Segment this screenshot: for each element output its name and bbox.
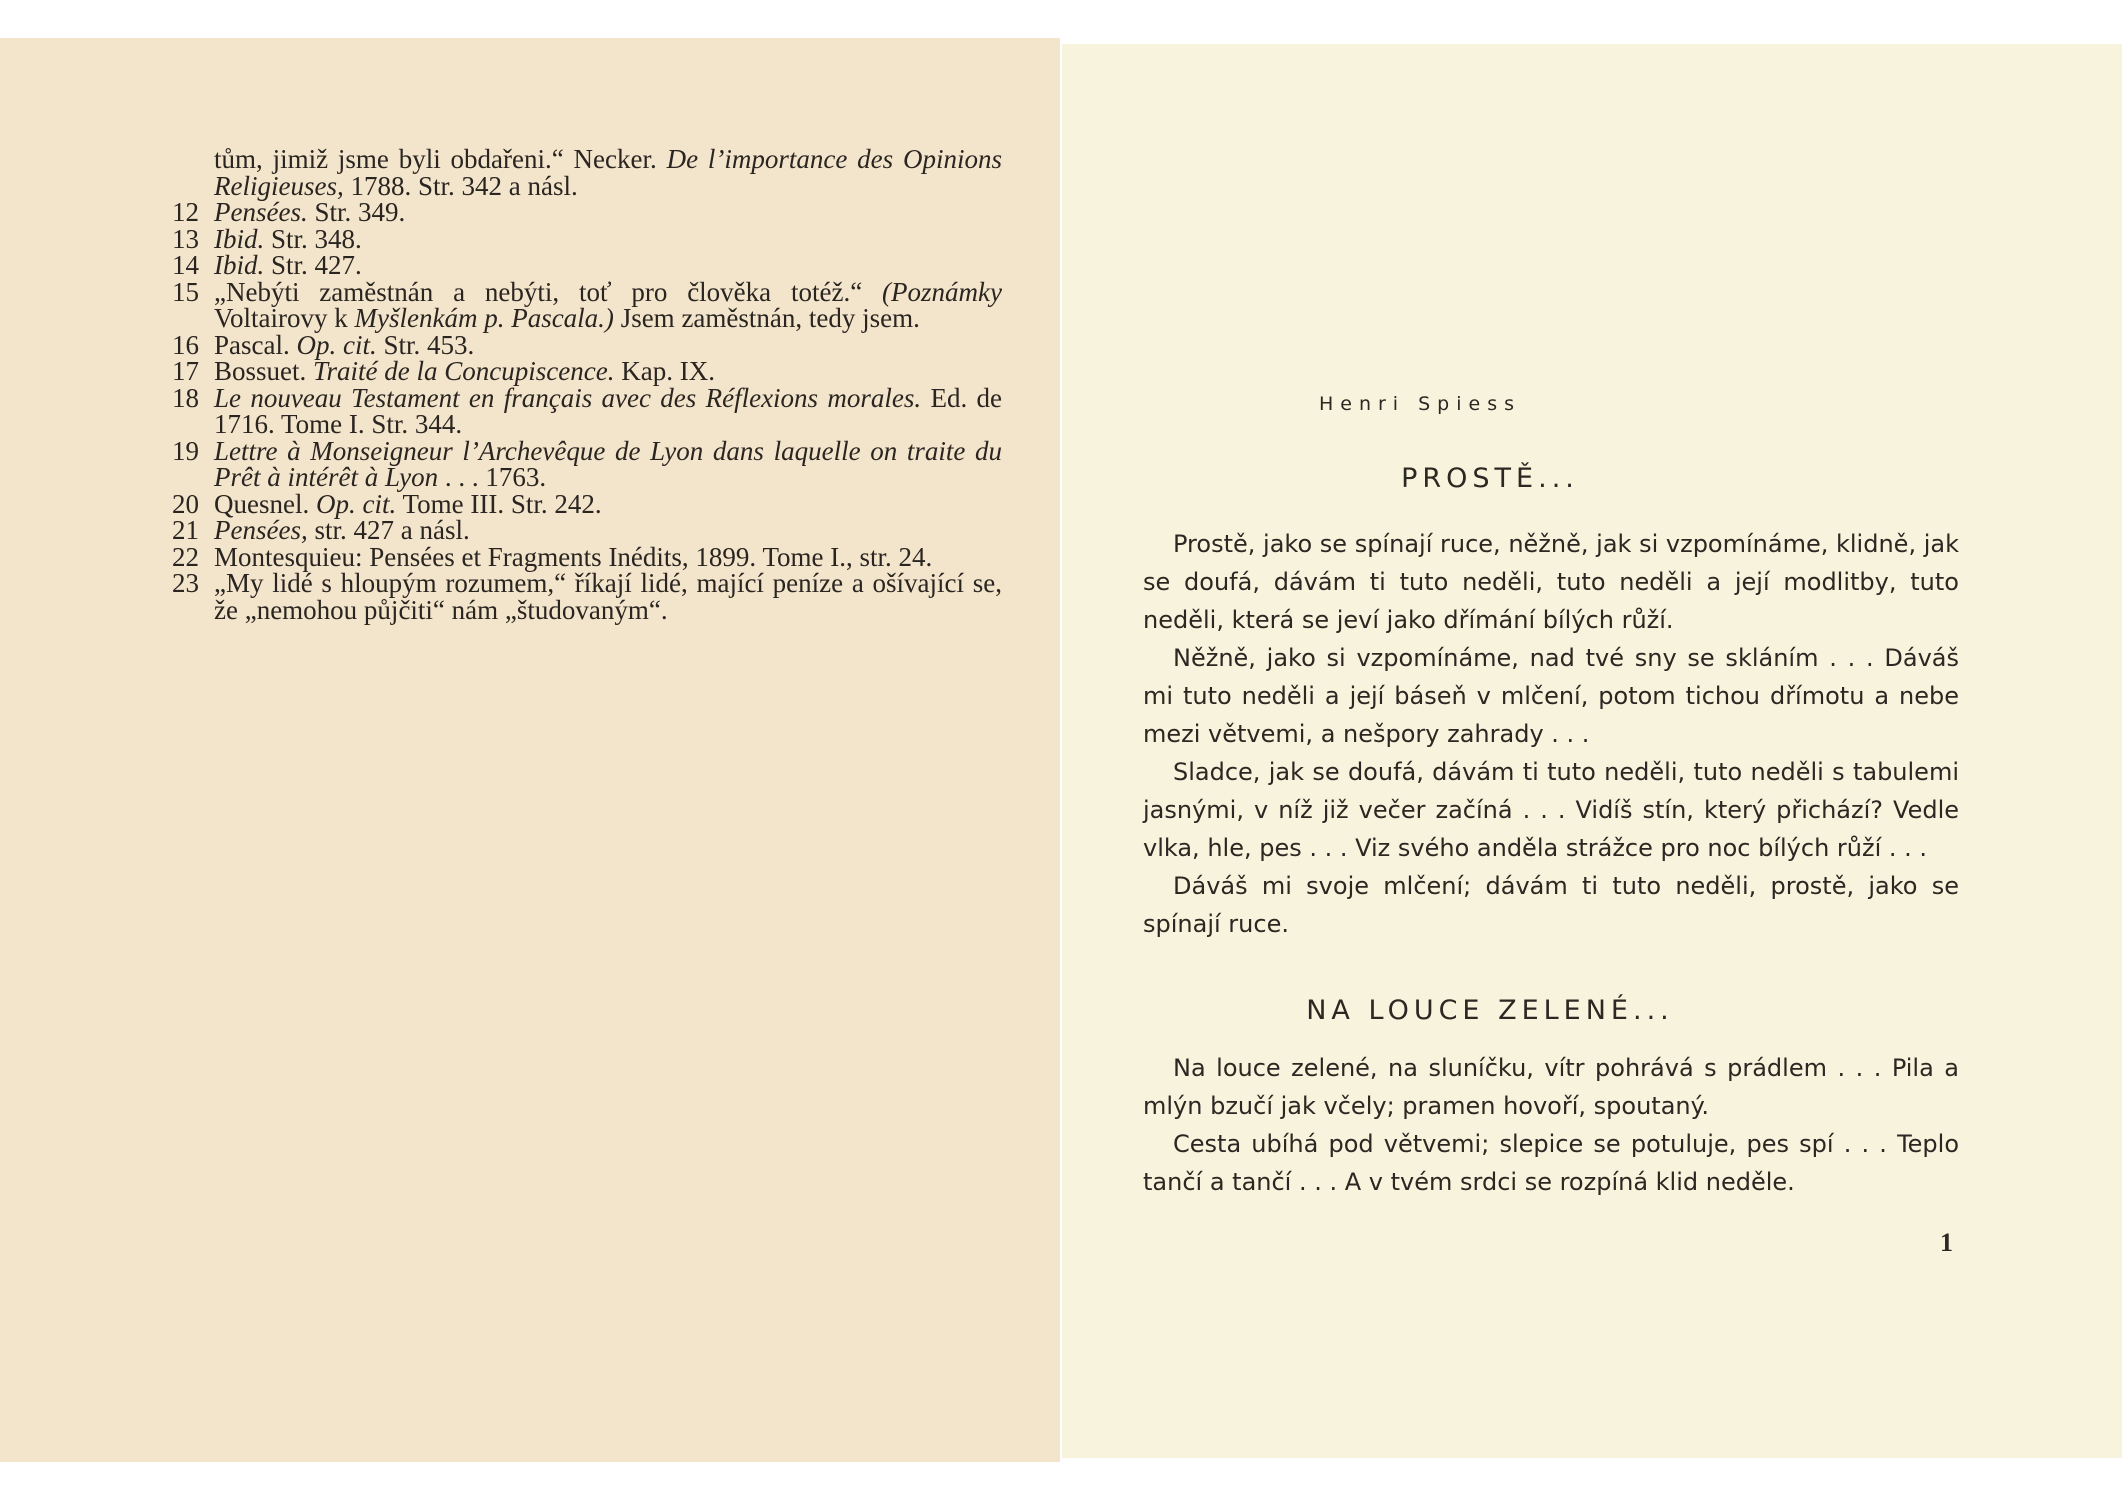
footnote-number: 18: [172, 382, 199, 413]
footnote-number: 22: [172, 541, 199, 572]
footnote-italic-text: (Poznámky: [882, 276, 1002, 307]
poem-paragraph: Prostě, jako se spínají ruce, něžně, jak si vzpomínáme, klidně, jak se doufá, dávám ti tuto neděli, tuto neděli a její modlitby, tuto neděli, která se jeví jako dřímání bílých růží.: [1143, 530, 1959, 634]
poem-paragraph: Cesta ubíhá pod větvemi; slepice se potuluje, pes spí . . . Teplo tančí a tančí . . . A v tvém srdci se rozpíná klid neděle.: [1143, 1130, 1959, 1196]
footnote-number: 12: [172, 197, 199, 227]
footnote-text: Tome III. Str. 242.: [396, 488, 602, 519]
footnote-text: Kap. IX.: [614, 356, 715, 386]
poem-body: [1143, 525, 1959, 943]
poem-paragraph: Dáváš mi svoje mlčení; dávám ti tuto neděli, prostě, jako se spínají ruce.: [1143, 872, 1959, 938]
footnote: [172, 517, 1002, 544]
footnote-text: Ed. de 1716. Tome I. Str. 344.: [214, 382, 1002, 439]
footnote-text: Bossuet.: [214, 356, 314, 386]
poem-paragraph: Na louce zelené, na sluníčku, vítr pohrává s prádlem . . . Pila a mlýn bzučí jak včely; pramen hovoří, spoutaný.: [1143, 1054, 1959, 1120]
footnote-italic-text: Myšlenkám p. Pascala.): [354, 303, 614, 333]
footnote: [172, 541, 1002, 572]
footnote-italic-text: Lettre à Monseigneur l’Archevêque de Lyon dans laquelle on traite du Prêt à intérêt à Lyon: [214, 435, 1002, 492]
footnote-text: Montesquieu: Pensées et Fragments Inédits, 1899. Tome I., str. 24.: [214, 541, 933, 572]
footnote-italic-text: Pensées,: [214, 515, 308, 545]
footnote-italic-text: Le nouveau Testament en français avec des Réflexions morales.: [214, 382, 922, 413]
footnote-italic-text: Op. cit.: [315, 488, 397, 519]
footnote-text: Quesnel.: [214, 488, 316, 519]
footnote-number: 15: [172, 276, 199, 307]
footnote: [172, 570, 1002, 623]
footnote-number: 16: [172, 329, 199, 360]
footnote-number: 13: [172, 223, 199, 254]
footnote: [172, 252, 1002, 279]
footnotes-list: [172, 146, 1002, 623]
footnote: [172, 223, 1002, 254]
footnote-text: tům, jimiž jsme byli obdařeni.“ Necker.: [214, 144, 667, 174]
footnote-text: str. 427 a násl.: [307, 515, 470, 545]
footnote-italic-text: Pensées.: [214, 197, 308, 227]
footnote: [172, 382, 1002, 439]
footnote-text: Str. 349.: [307, 197, 406, 227]
footnote-text: Pascal.: [214, 329, 297, 360]
footnote-italic-text: Traité de la Concupiscence.: [313, 356, 615, 386]
poem-paragraph: Něžně, jako si vzpomínáme, nad tvé sny se skláním . . . Dáváš mi tuto neděli a její báseň v mlčení, potom tichou dřímotu a nebe mezi větvemi, a nešpory zahrady . . .: [1143, 644, 1959, 748]
footnote-text: Str. 348.: [264, 223, 362, 254]
footnote-text: Voltairovy k: [214, 303, 355, 333]
footnote-text: . . . 1763.: [438, 462, 547, 492]
footnote: [172, 329, 1002, 360]
footnote-number: 17: [172, 356, 199, 386]
footnote-italic-text: Ibid.: [214, 250, 265, 280]
footnote-text: Jsem zaměstnán, tedy jsem.: [613, 303, 920, 333]
poem-body: [1143, 1049, 1959, 1201]
footnote-number: 19: [172, 435, 199, 466]
footnote-italic-text: De l’importance des Opinions Religieuses,: [214, 144, 1002, 201]
footnote-number: 21: [172, 515, 199, 545]
footnote: [172, 276, 1002, 333]
footnote-number: 23: [172, 568, 199, 598]
footnote-italic-text: Ibid.: [214, 223, 265, 254]
footnote: [172, 358, 1002, 385]
footnote-text: Str. 453.: [376, 329, 475, 360]
footnote-number: 14: [172, 250, 199, 280]
footnote: [172, 146, 1002, 199]
footnote-number: 20: [172, 488, 199, 519]
footnote: [172, 488, 1002, 519]
poem-title: PROSTĚ...: [1401, 463, 1579, 494]
author-name: Henri Spiess: [1318, 393, 1522, 415]
page-number: 1: [1940, 1228, 1953, 1257]
footnote-text: „My lidé s hloupým rozumem,“ říkají lidé, mající peníze a ošívající se, že „nemohou půjčiti“ nám „študovaným“.: [214, 568, 1002, 625]
footnote-text: 1788. Str. 342 a násl.: [343, 170, 578, 201]
footnote-italic-text: Op. cit.: [296, 329, 377, 360]
poem-paragraph: Sladce, jak se doufá, dávám ti tuto neděli, tuto neděli s tabulemi jasnými, v níž již večer začíná . . . Vidíš stín, který přichází? Vedle vlka, hle, pes . . . Viz svého anděla strážce pro noc bílých růží . . .: [1143, 758, 1959, 862]
poem-title: NA LOUCE ZELENÉ...: [1306, 995, 1674, 1026]
footnote: [172, 435, 1002, 492]
footnote: [172, 199, 1002, 226]
footnote-text: „Nebýti zaměstnán a nebýti, toť pro člověka totéž.“: [214, 276, 883, 307]
footnote-text: Str. 427.: [264, 250, 362, 280]
